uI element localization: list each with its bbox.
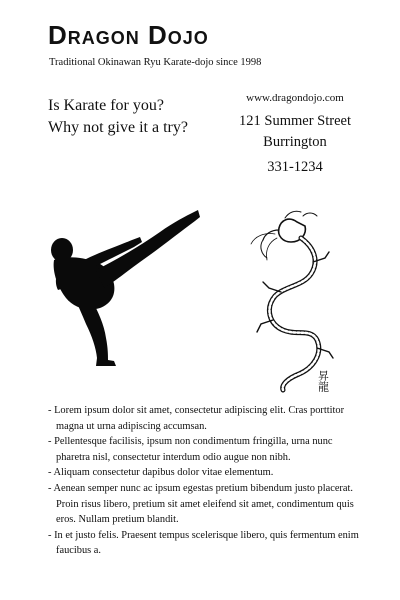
contact-block <box>230 90 360 178</box>
tagline-line-2: Why not give it a try? <box>48 119 188 136</box>
bullet-item: - Lorem ipsum dolor sit amet, consectetur adipiscing elit. Cras porttitor magna ut urna adipiscing accumsan. <box>48 403 368 434</box>
phone-number: 331-1234 <box>267 159 323 175</box>
karate-kick-silhouette-icon <box>40 208 205 368</box>
info-bullet-list <box>48 403 368 559</box>
bullet-item: - In et justo felis. Praesent tempus scelerisque libero, quis fermentum enim faucibus a. <box>48 528 368 559</box>
bullet-item: - Aliquam consectetur dapibus dolor vitae elementum. <box>48 465 368 481</box>
bullet-item: - Aenean semper nunc ac ipsum egestas pretium bibendum justo placerat. Proin risus libero, pretium sit amet eleifend sit amet, condimentum quis eros. Nullam pretium blandit. <box>48 481 368 528</box>
city: Burrington <box>263 134 327 150</box>
dragon-illustration-icon <box>245 208 345 393</box>
dojo-subtitle: Traditional Okinawan Ryu Karate-dojo since 1998 <box>49 57 262 68</box>
street-address: 121 Summer Street <box>239 113 351 129</box>
address <box>230 111 360 178</box>
bullet-item: - Pellentesque facilisis, ipsum non condimentum fringilla, urna nunc pharetra nisl, consectetur interdum odio augue non nibh. <box>48 434 368 465</box>
tagline-line-1: Is Karate for you? <box>48 97 164 114</box>
dragon-kanji-seal: 昇龍 <box>316 370 330 392</box>
website-link[interactable]: www.dragondojo.com <box>246 92 344 104</box>
tagline <box>48 95 188 139</box>
dojo-title: Dragon Dojo <box>48 20 209 50</box>
